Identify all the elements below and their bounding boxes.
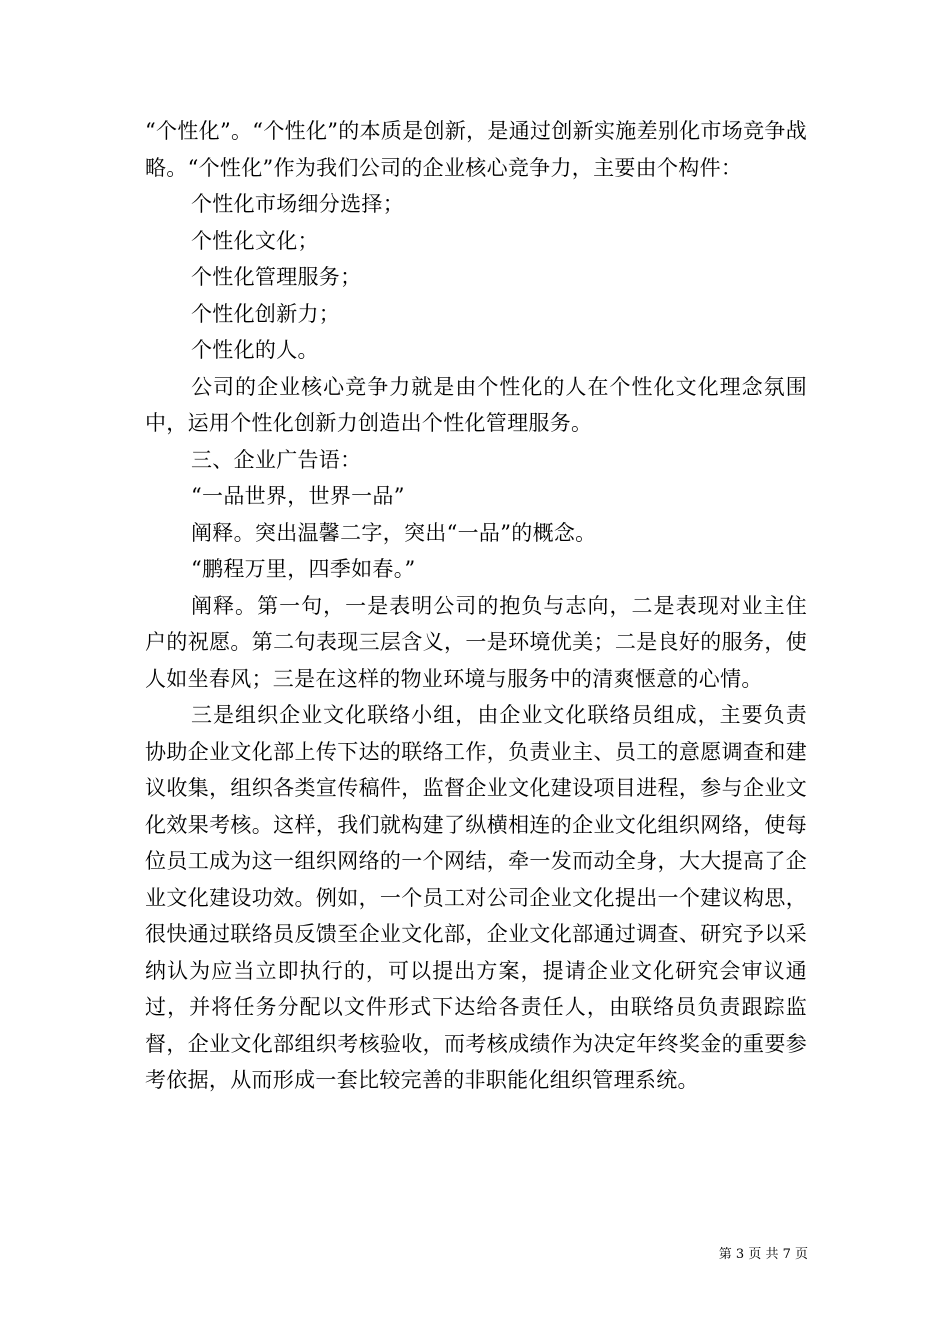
list-item: 个性化市场细分选择； [191,192,404,216]
slogan: “一品世界，世界一品” [191,484,405,508]
paragraph: 公司的企业核心竞争力就是由个性化的人在个性化文化理念氛围中，运用个性化创新力创造出个性化管理服务。 [145,374,807,435]
list-item: 个性化文化； [191,228,319,253]
document-body [145,113,807,1099]
list-item: 个性化创新力； [191,301,341,326]
page-number: 第 3 页 共 7 页 [718,1247,808,1262]
list-item: 个性化管理服务； [191,265,362,289]
paragraph: 三是组织企业文化联络小组，由企业文化联络员组成，主要负责协助企业文化部上传下达的联络工作，负责业主、员工的意愿调查和建议收集，组织各类宣传稿件，监督企业文化建设项目进程，参与企业文化效果考核。这样，我们就构建了纵横相连的企业文化组织网络，使每位员工成为这一组织网络的一个网结，牵一发而动全身，大大提高了企业文化建设功效。例如，一个员工对公司企业文化提出一个建议构思，很快通过联络员反馈至企业文化部，企业文化部通过调查、研究予以采纳认为应当立即执行的，可以提出方案，提请企业文化研究会审议通过，并将任务分配以文件形式下达给各责任人，由联络员负责跟踪监督，企业文化部组织考核验收，而考核成绩作为决定年终奖金的重要参考依据，从而形成一套比较完善的非职能化组织管理系统。 [145,703,807,1092]
list-item: 个性化的人。 [191,338,319,362]
paragraph: 阐释。第一句，一是表明公司的抱负与志向，二是表现对业主住户的祝愿。第二句表现三层含义，一是环境优美；二是良好的服务，使人如坐春风；三是在这样的物业环境与服务中的清爽惬意的心情。 [145,593,807,691]
paragraph: 阐释。突出温馨二字，突出“一品”的概念。 [191,520,597,545]
slogan: “鹏程万里，四季如春。” [191,557,416,581]
paragraph: “个性化”。“个性化”的本质是创新，是通过创新实施差别化市场竞争战略。“个性化”作为我们公司的企业核心竞争力，主要由个构件： [145,119,807,180]
section-heading: 三、企业广告语： [191,447,362,472]
